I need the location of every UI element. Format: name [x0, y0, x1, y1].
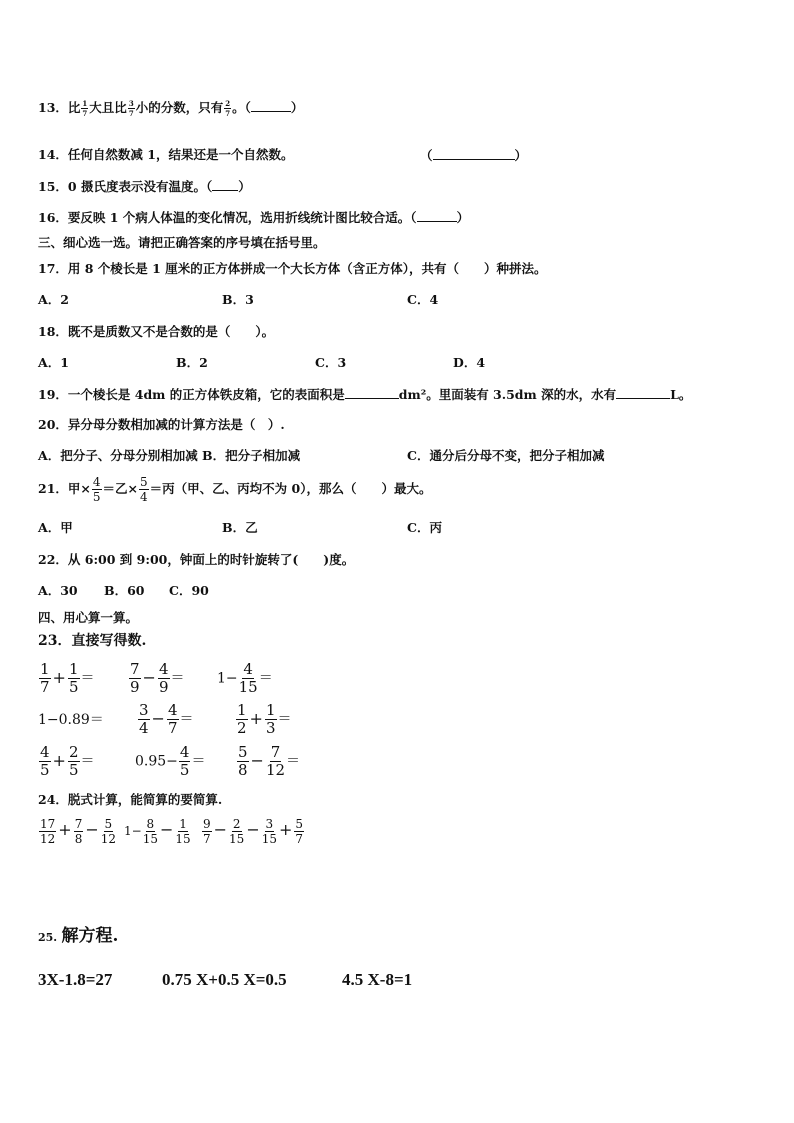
question-text: ＝丙（甲、乙、丙均不为 0），那么（ ）最大。	[149, 481, 432, 496]
option-c[interactable]: C．通分后分母不变，把分子相加减	[407, 448, 605, 463]
oral-calc: 0.95− $\frac{4}{5}$ ＝	[135, 743, 206, 779]
fraction: $\frac{5}{7}$	[295, 817, 304, 846]
fraction: $\frac{7}{8}$	[74, 817, 83, 846]
option-b[interactable]: B．3	[222, 292, 254, 307]
fraction: $\frac{1}{2}$	[237, 701, 247, 737]
option-a[interactable]: A．1	[38, 355, 69, 370]
oral-calc: 1− $\frac{4}{15}$ ＝	[217, 660, 273, 696]
question-text: 16．要反映 1 个病人体温的变化情况，选用折线统计图比较合适。（	[38, 210, 417, 225]
fraction: $\frac{4}{15}$	[238, 660, 258, 696]
question-24-title: 24．脱式计算，能简算的要简算.	[38, 792, 223, 807]
question-text: 19．一个棱长是 4dm 的正方体铁皮箱，它的表面积是	[38, 387, 345, 402]
question-18: 18．既不是质数又不是合数的是（ ）。	[38, 324, 275, 339]
option-b[interactable]: B．2	[176, 355, 208, 370]
option-a[interactable]: A．2	[38, 292, 69, 307]
text: 小的分数，只有	[135, 100, 224, 115]
equation-2: 0.75 X+0.5 X=0.5	[162, 970, 287, 989]
equation-3: 4.5 X-8=1	[342, 970, 413, 989]
question-text: dm²。里面装有 3.5dm 深的水，水有	[398, 387, 617, 402]
text: ）	[290, 100, 304, 115]
option-b[interactable]: B．乙	[222, 520, 258, 535]
option-c[interactable]: C．90	[169, 583, 209, 598]
fraction: $\frac{7}{12}$	[265, 743, 286, 779]
equation-1: 3X-1.8=27	[38, 970, 113, 989]
question-21	[38, 476, 431, 503]
fraction: $\frac{3}{4}$	[139, 701, 149, 737]
question-number: 25.	[38, 931, 58, 944]
option-d[interactable]: D．4	[453, 355, 486, 370]
oral-calc: $\frac{1}{2}$ + $\frac{1}{3}$ ＝	[237, 701, 292, 737]
fraction: $\frac{5}{8}$	[238, 743, 248, 779]
question-16: 16．要反映 1 个病人体温的变化情况，选用折线统计图比较合适。（ ）	[38, 210, 470, 225]
question-15: 15．0 摄氏度表示没有温度。（ ）	[38, 179, 251, 194]
fraction: $\frac{1}{5}$	[68, 660, 79, 696]
fraction: $\frac{1}{3}$	[265, 701, 276, 737]
answer-blank[interactable]	[616, 386, 670, 399]
fraction: $\frac{4}{7}$	[167, 701, 178, 737]
option-ab[interactable]: A．把分子、分母分别相加减 B．把分子相加减	[38, 448, 301, 463]
option-a[interactable]: A．30	[38, 583, 78, 598]
section-heading: 三、细心选一选。请把正确答案的序号填在括号里。	[38, 235, 326, 250]
answer-blank[interactable]	[345, 386, 399, 399]
question-17: 17．用 8 个棱长是 1 厘米的正方体拼成一个大长方体（含正方体），共有（ ）种拼法。	[38, 261, 547, 276]
question-text: 21．甲×	[38, 481, 91, 496]
oral-calc: $\frac{7}{9}$ − $\frac{4}{9}$ ＝	[130, 660, 185, 696]
option-c[interactable]: C．丙	[407, 520, 442, 535]
fraction: $\frac{17}{12}$	[40, 817, 56, 846]
fraction: $\frac{1}{7}$	[40, 660, 50, 696]
fraction: $\frac{2}{15}$	[229, 817, 245, 846]
option-b[interactable]: B．60	[104, 583, 145, 598]
question-23-title: 23．直接写得数.	[38, 633, 147, 649]
question-22: 22．从 6:00 到 9:00，钟面上的时针旋转了( )度。	[38, 552, 355, 567]
answer-blank[interactable]	[433, 147, 515, 160]
oral-calc: $\frac{3}{4}$ − $\frac{4}{7}$ ＝	[139, 701, 194, 737]
text: 比	[67, 100, 81, 115]
oral-calc: $\frac{1}{7}$ + $\frac{1}{5}$ ＝	[40, 660, 95, 696]
option-a[interactable]: A．甲	[38, 520, 73, 535]
oral-calc: $\frac{4}{5}$ + $\frac{2}{5}$ ＝	[40, 743, 95, 779]
question-19	[38, 386, 691, 403]
fraction: $\frac{4}{9}$	[158, 660, 169, 696]
question-text: 14．任何自然数减 1，结果还是一个自然数。	[38, 147, 294, 162]
section-heading: 四、用心算一算。	[38, 610, 139, 625]
fraction: $\frac{1}{15}$	[175, 817, 191, 846]
fraction: $\frac{2}{5}$	[68, 743, 79, 779]
question-20: 20．异分母分数相加减的计算方法是（ ）.	[38, 417, 285, 432]
question-13	[38, 99, 303, 117]
fraction: $\frac{4}{5}$	[40, 743, 50, 779]
question-25-title	[38, 928, 118, 946]
answer-blank[interactable]	[212, 178, 238, 191]
fraction: $\frac{4}{5}$	[92, 475, 101, 504]
question-text: 解方程.	[61, 926, 119, 946]
oral-calc: 1−0.89＝	[38, 712, 104, 728]
answer-blank[interactable]	[251, 99, 291, 112]
option-c[interactable]: C．4	[407, 292, 439, 307]
question-text: L。	[670, 387, 692, 402]
fraction: $\frac{8}{15}$	[142, 817, 158, 846]
fraction: $\frac{3}{15}$	[261, 817, 278, 846]
fraction: $\frac{2}{7}$	[225, 99, 231, 118]
fraction: $\frac{5}{12}$	[100, 817, 117, 846]
fraction: $\frac{1}{7}$	[82, 99, 88, 118]
question-14	[38, 147, 293, 163]
oral-calc: $\frac{5}{8}$ − $\frac{7}{12}$ ＝	[238, 743, 301, 779]
text: 大且比	[89, 100, 127, 115]
answer-blank[interactable]	[417, 209, 457, 222]
step-calc-2: 1− $\frac{8}{15}$ − $\frac{1}{15}$	[124, 817, 191, 846]
option-c[interactable]: C．3	[315, 355, 347, 370]
question-text: ＝乙×	[102, 481, 138, 496]
fraction: $\frac{4}{5}$	[179, 743, 190, 779]
fraction: $\frac{3}{7}$	[128, 99, 134, 118]
question-text: 15．0 摄氏度表示没有温度。（	[38, 179, 213, 194]
question-14-answer: （ ）	[420, 148, 528, 163]
fraction: $\frac{7}{9}$	[130, 660, 140, 696]
fraction: $\frac{9}{7}$	[203, 817, 211, 846]
step-calc-3: $\frac{9}{7}$ − $\frac{2}{15}$ − $\frac{3}{15}$ + $\frac{5}{7}$	[203, 817, 304, 846]
fraction: $\frac{5}{4}$	[140, 475, 148, 504]
text: 。（	[232, 100, 251, 115]
question-number: 13．	[38, 100, 68, 115]
step-calc-1: $\frac{17}{12}$ + $\frac{7}{8}$ − $\frac{5}{12}$	[40, 817, 117, 846]
